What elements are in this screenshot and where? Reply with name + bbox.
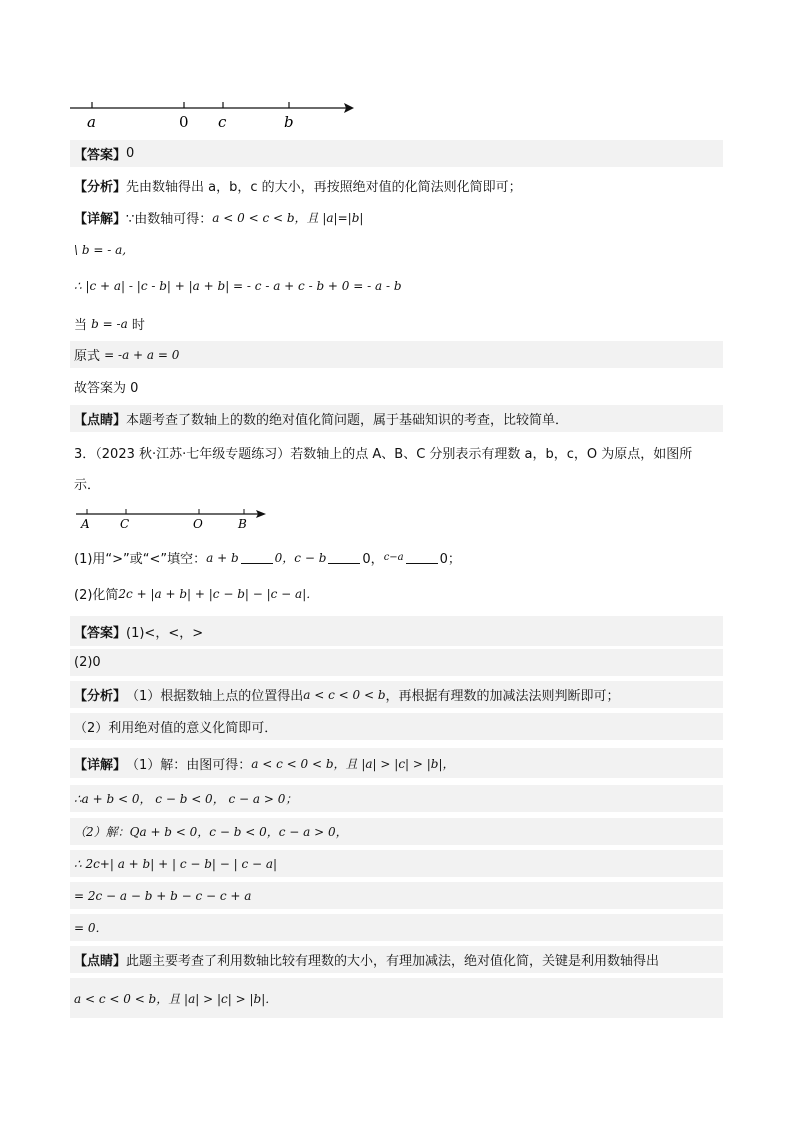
text: (2)化简 [74, 588, 119, 603]
tick-label-a: a [87, 113, 96, 131]
comment-tag: 【点睛】 [74, 954, 127, 969]
detail-2c [70, 818, 723, 845]
question-text: 示． [74, 478, 101, 493]
question-3-part-2 [70, 580, 723, 607]
answer-tag: 【答案】 [74, 625, 127, 641]
comment-tag: 【点睛】 [74, 413, 127, 428]
analysis-1 [70, 172, 723, 199]
math: b = -a [91, 316, 128, 331]
math-line: （2）解：Qa + b < 0，c − b < 0，c − a > 0， [74, 825, 348, 839]
fill-blank[interactable] [406, 551, 438, 564]
question-3-line-1 [70, 439, 723, 466]
math-line: ∴ 2c+| a + b| + | c − b| − | c − a| [74, 856, 278, 871]
comment-2 [70, 946, 723, 973]
analysis-text: 先由数轴得出 a，b，c 的大小，再按照绝对值的化简法则化简即可； [126, 180, 522, 195]
line-b-eq [70, 236, 723, 263]
math: a + b [206, 550, 239, 565]
fill-blank[interactable] [328, 551, 360, 564]
math-line: a < c < 0 < b，且 |a| > |c| > |b|． [74, 991, 278, 1006]
line-final [70, 373, 723, 400]
text: 时 [131, 318, 145, 333]
comment-2b [70, 978, 723, 1018]
answer-text: (2)0 [74, 655, 101, 670]
math: a < c < 0 < b [303, 687, 386, 702]
detail-2d [70, 850, 723, 877]
text: 原式 [74, 349, 101, 364]
analysis-text: （2）利用绝对值的意义化简即可． [74, 721, 278, 736]
answer-text: 0 [126, 146, 135, 161]
tick-label-b: b [284, 113, 294, 131]
detail-tag: 【详解】 [74, 212, 127, 227]
number-line-1 [68, 96, 368, 136]
detail-2 [70, 748, 723, 778]
math: 0，c − b [274, 551, 327, 565]
analysis-2 [70, 681, 723, 708]
detail-2e [70, 882, 723, 909]
line-when [70, 310, 723, 337]
tick-label-0: 0 [179, 113, 189, 131]
tick-label-C: C [120, 517, 130, 531]
fill-blank[interactable] [241, 551, 273, 564]
text: (1)用“>”或“<”填空： [74, 552, 207, 567]
text: 故答案为 0 [74, 381, 139, 396]
analysis-tag: 【分析】 [74, 689, 127, 704]
answer-1 [70, 140, 723, 167]
detail-1 [70, 204, 723, 231]
detail-text: ∵由数轴可得： [126, 212, 213, 227]
detail-2f [70, 914, 723, 941]
math: a < c < 0 < b，且 |a| > |c| > |b|， [251, 756, 455, 771]
detail-tag: 【详解】 [74, 757, 127, 773]
answer-tag: 【答案】 [74, 148, 127, 163]
text: 0； [439, 552, 461, 567]
line-original [70, 341, 723, 368]
math-line: \ b = - a, [74, 242, 127, 257]
analysis-text: ，再根据有理数的加减法法则判断即可； [385, 689, 620, 704]
comment-text: 本题考查了数轴上的数的绝对值化简问题，属于基础知识的考查，比较简单． [126, 413, 569, 428]
math-line: ∴ |c + a| - |c - b| + |a + b| = - c - a + c - b + 0 = - a - b [74, 278, 402, 293]
question-text: 3．（2023 秋·江苏·七年级专题练习）若数轴上的点 A、B、C 分别表示有理数 a，b，c，O 为原点，如图所 [74, 447, 693, 462]
detail-2b [70, 785, 723, 812]
answer-2b [70, 649, 723, 676]
text: 当 [74, 318, 88, 333]
math-line: = 0． [74, 921, 108, 935]
line-therefore [70, 272, 723, 299]
math-line: = 2c − a − b + b − c − c + a [74, 888, 252, 903]
tick-label-A: A [81, 517, 90, 531]
math: = -a + a = 0 [104, 347, 180, 362]
answer-text: (1)<，<，> [126, 625, 204, 641]
analysis-tag: 【分析】 [74, 180, 127, 195]
detail-text: （1）解：由图可得： [126, 757, 252, 773]
comment-text: 此题主要考查了利用数轴比较有理数的大小，有理加减法，绝对值化简，关键是利用数轴得出 [126, 954, 660, 969]
question-3-part-1 [70, 544, 723, 571]
comment-1 [70, 405, 723, 432]
tick-label-O: O [193, 517, 203, 531]
text: 0， [362, 552, 384, 567]
analysis-2b [70, 713, 723, 740]
tick-label-B: B [238, 517, 247, 531]
analysis-text: （1）根据数轴上点的位置得出 [126, 689, 304, 704]
math: c−a [383, 552, 404, 563]
detail-math: a < 0 < c < b，且 |a|=|b| [212, 211, 364, 225]
question-3-line-2 [70, 470, 723, 497]
math: 2c + |a + b| + |c − b| − |c − a|． [118, 587, 319, 601]
math-line: ∴a + b < 0， c − b < 0， c − a > 0； [74, 792, 298, 806]
number-line-2 [74, 506, 274, 532]
tick-label-c: c [218, 113, 227, 131]
answer-2 [70, 616, 723, 646]
